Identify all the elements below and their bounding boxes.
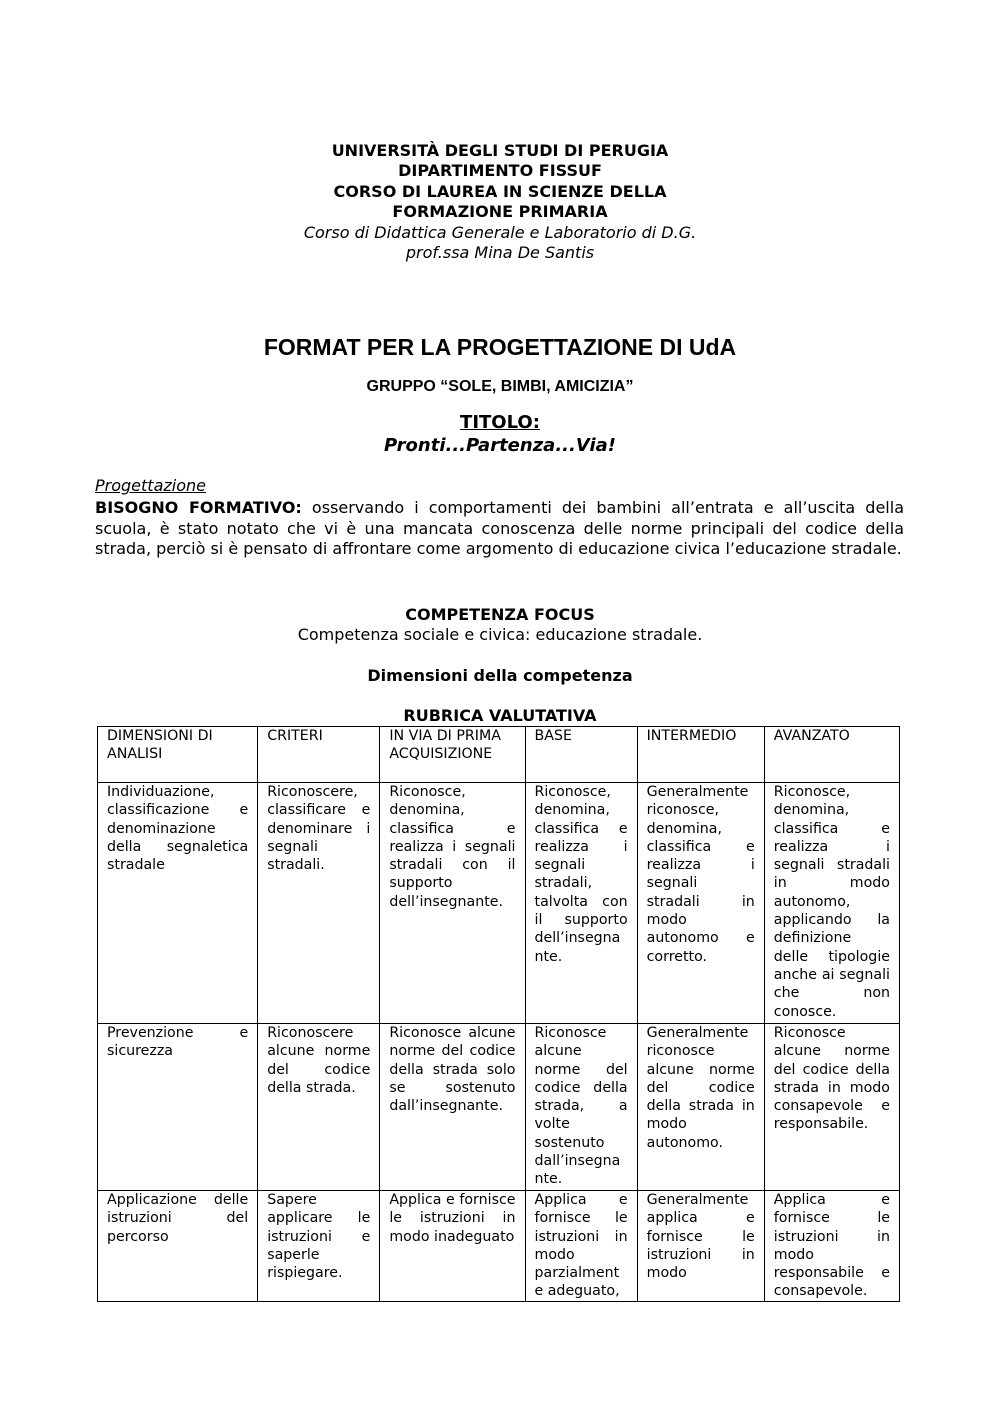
progettazione-heading: Progettazione [95, 476, 206, 495]
dimensioni-heading: Dimensioni della competenza [367, 666, 633, 685]
document-header [300, 141, 700, 263]
table-cell: Applica e fornisce le istruzioni in modo responsabile e consapevole. [764, 1191, 899, 1302]
table-cell: Riconosce alcune norme del codice della strada solo se sostenuto dall’insegnante. [380, 1024, 525, 1191]
table-cell: Riconoscere, classificare e denominare i segnali stradali. [258, 783, 380, 1024]
table-cell: Prevenzione e sicurezza [98, 1024, 258, 1191]
table-row [98, 1191, 900, 1302]
course-subtitle: Corso di Didattica Generale e Laboratorio di D.G. prof.ssa Mina De Santis [303, 222, 697, 263]
title-label: TITOLO: [460, 412, 540, 433]
title-value: Pronti...Partenza...Via! [384, 435, 616, 456]
header-cell-intermedio: INTERMEDIO [637, 727, 764, 783]
table-cell: Applicazione delle istruzioni del percorso [98, 1191, 258, 1302]
group-name: GRUPPO “SOLE, BIMBI, AMICIZIA” [366, 378, 634, 395]
table-cell: Riconosce, denomina, classifica e realizza i segnali stradali, talvolta con il supporto dell’insegnante. [525, 783, 637, 1024]
table-cell: Riconosce, denomina, classifica e realizza i segnali stradali con il supporto dell’insegnante. [380, 783, 525, 1024]
table-cell: Riconoscere alcune norme del codice della strada. [258, 1024, 380, 1191]
competenza-text: Competenza sociale e civica: educazione stradale. [297, 625, 703, 644]
table-cell: Individuazione, classificazione e denominazione della segnaletica stradale [98, 783, 258, 1024]
course-name: CORSO DI LAUREA IN SCIENZE DELLA FORMAZIONE PRIMARIA [333, 181, 667, 222]
university-name: UNIVERSITÀ DEGLI STUDI DI PERUGIA DIPARTIMENTO FISSUF [331, 141, 669, 181]
table-cell: Applica e fornisce le istruzioni in modo parzialmente adeguato, [525, 1191, 637, 1302]
table-cell: Generalmente riconosce alcune norme del codice della strada in modo autonomo. [637, 1024, 764, 1191]
bisogno-formativo-paragraph [95, 498, 904, 560]
table-cell: Sapere applicare le istruzioni e saperle rispiegare. [258, 1191, 380, 1302]
table-cell: Riconosce, denomina, classifica e realizza i segnali stradali in modo autonomo, applicando la definizione delle tipologie anche ai segnali che non conosce. [764, 783, 899, 1024]
bisogno-text: osservando i comportamenti dei bambini all’entrata e all’uscita della scuola, è stato notato che vi è una mancata conoscenza delle norme principali del codice della strada, perciò si è pensato di affrontare come argomento di educazione civica l’educazione stradale. [95, 498, 904, 559]
main-title: FORMAT PER LA PROGETTAZIONE DI UdA [263, 334, 737, 360]
competenza-heading: COMPETENZA FOCUS [405, 605, 595, 624]
table-cell: Generalmente applica e fornisce le istruzioni in modo [637, 1191, 764, 1302]
table-cell: Applica e fornisce le istruzioni in modo inadeguato [380, 1191, 525, 1302]
table-cell: Generalmente riconosce, denomina, classifica e realizza i segnali stradali in modo autonomo e corretto. [637, 783, 764, 1024]
table-header-row [98, 727, 900, 783]
rubrica-table [97, 726, 900, 1302]
header-cell-criteri: CRITERI [258, 727, 380, 783]
table-row [98, 783, 900, 1024]
header-cell-base: BASE [525, 727, 637, 783]
header-cell-in-via: IN VIA DI PRIMA ACQUISIZIONE [380, 727, 525, 783]
rubrica-title: RUBRICA VALUTATIVA [403, 706, 597, 725]
bisogno-label: BISOGNO FORMATIVO: [95, 498, 302, 517]
header-cell-dimensioni: DIMENSIONI DI ANALISI [98, 727, 258, 783]
table-cell: Riconosce alcune norme del codice della strada in modo consapevole e responsabile. [764, 1024, 899, 1191]
table-cell: Riconosce alcune norme del codice della strada, a volte sostenuto dall’insegnante. [525, 1024, 637, 1191]
header-cell-avanzato: AVANZATO [764, 727, 899, 783]
table-row [98, 1024, 900, 1191]
